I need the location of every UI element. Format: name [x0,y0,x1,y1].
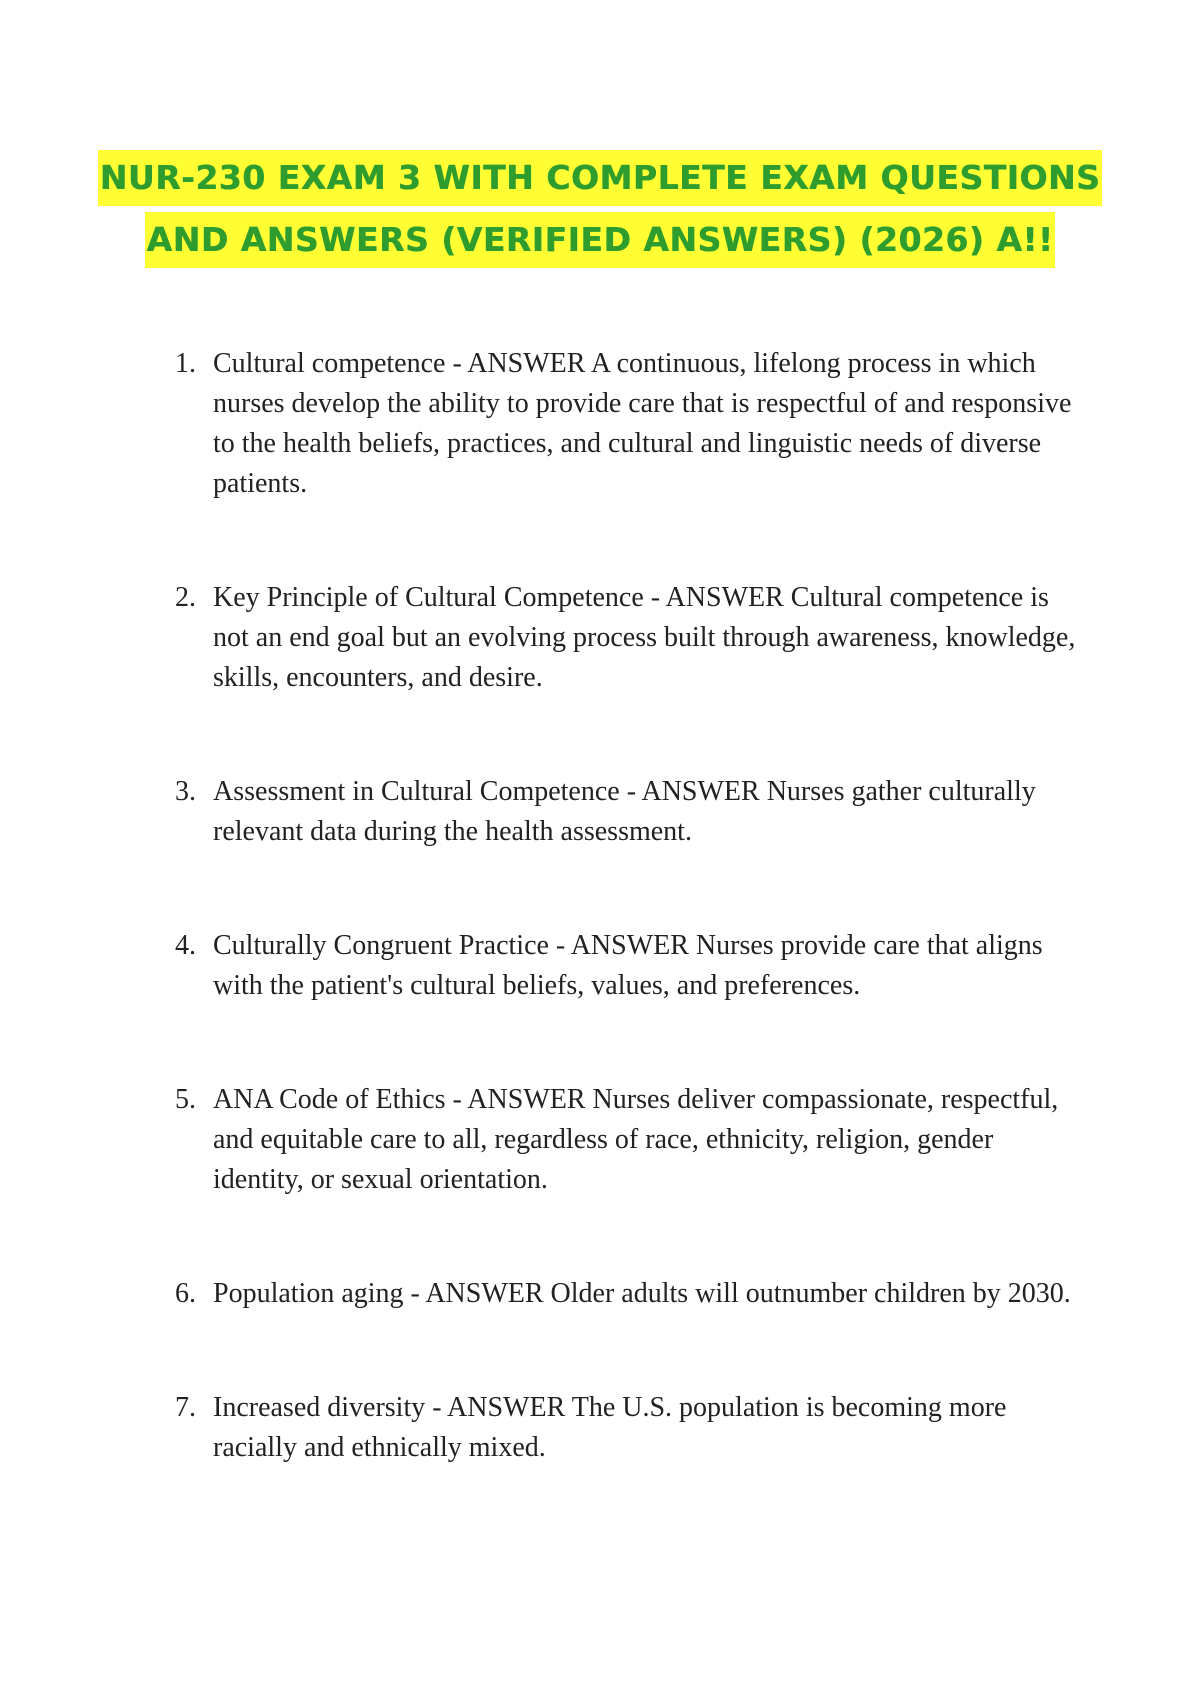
qa-item [175,344,1085,504]
item-text: Key Principle of Cultural Competence - ANSWER Cultural competence is not an end goal but an evolving process built through awareness, knowledge, skills, encounters, and desire. [213,582,1076,693]
document-title [0,150,1200,268]
item-number: 4. [175,930,196,961]
item-text: Cultural competence - ANSWER A continuous, lifelong process in which nurses develop the ability to provide care that is respectful of and responsive to the health beliefs, practices, and cultural and linguistic needs of diverse patients. [213,348,1072,499]
item-number: 5. [175,1084,196,1115]
item-number: 7. [175,1392,196,1423]
item-text: Increased diversity - ANSWER The U.S. population is becoming more racially and ethnically mixed. [213,1392,1007,1463]
qa-item [175,1388,1085,1468]
item-text: Population aging - ANSWER Older adults will outnumber children by 2030. [213,1278,1071,1309]
item-text: Assessment in Cultural Competence - ANSWER Nurses gather culturally relevant data during the health assessment. [213,776,1036,847]
item-text: Culturally Congruent Practice - ANSWER Nurses provide care that aligns with the patient's cultural beliefs, values, and preferences. [213,930,1043,1001]
title-line-2: AND ANSWERS (VERIFIED ANSWERS) (2026) A!! [145,212,1056,268]
qa-list [175,344,1085,1542]
qa-item [175,926,1085,1006]
qa-item [175,772,1085,852]
title-line-1: NUR-230 EXAM 3 WITH COMPLETE EXAM QUESTIONS [98,150,1103,206]
item-number: 6. [175,1278,196,1309]
item-number: 2. [175,582,196,613]
item-number: 3. [175,776,196,807]
qa-item [175,1080,1085,1200]
qa-item [175,1274,1085,1314]
item-text: ANA Code of Ethics - ANSWER Nurses deliver compassionate, respectful, and equitable care to all, regardless of race, ethnicity, religion, gender identity, or sexual orientation. [213,1084,1059,1195]
qa-item [175,578,1085,698]
item-number: 1. [175,348,196,379]
